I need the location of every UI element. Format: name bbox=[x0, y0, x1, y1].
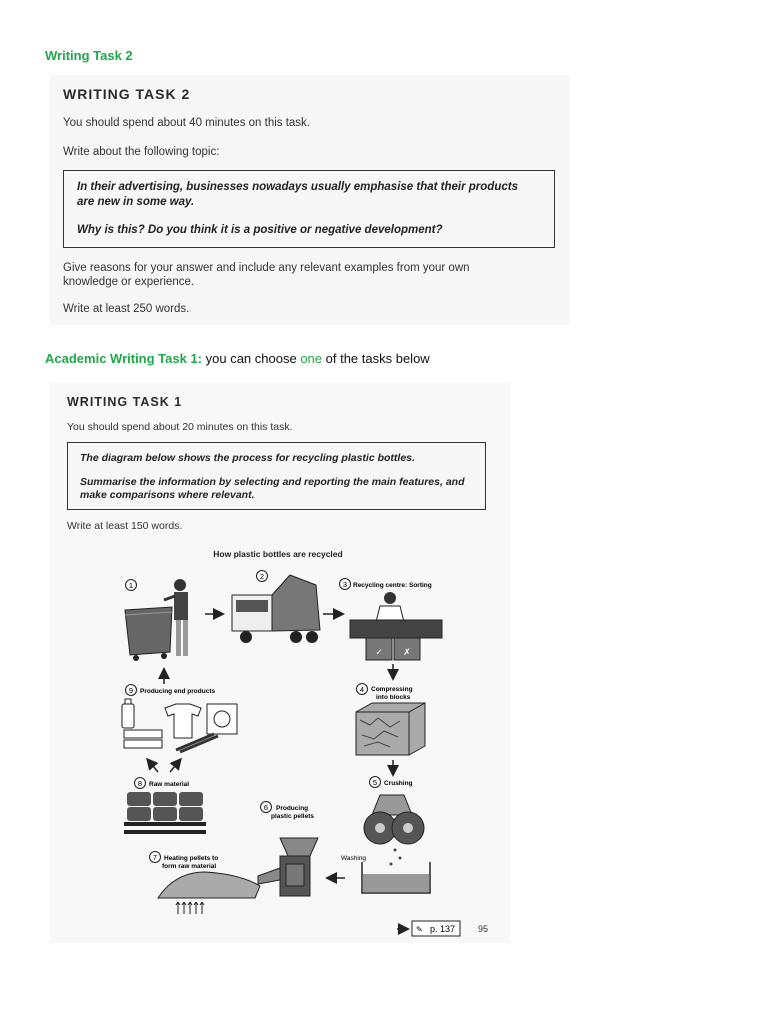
end-products-icon bbox=[122, 699, 237, 752]
conveyor-belt-icon bbox=[350, 620, 442, 660]
svg-text:6: 6 bbox=[263, 803, 269, 812]
recycling-bin-icon bbox=[125, 607, 172, 661]
step-5-number bbox=[370, 777, 381, 788]
pellet-heap-icon bbox=[158, 872, 260, 914]
step-7-number bbox=[150, 852, 161, 863]
page-number: 95 bbox=[478, 924, 489, 934]
step-6-label-line1: Producing bbox=[276, 805, 309, 812]
step-4-number bbox=[357, 684, 368, 695]
task2-heading: Writing Task 2 bbox=[45, 48, 133, 63]
svg-text:2: 2 bbox=[259, 572, 265, 581]
diagram-title: How plastic bottles are recycled bbox=[213, 549, 343, 559]
step-2-number bbox=[257, 571, 268, 582]
task2-prompt-line2: are new in some way. bbox=[77, 196, 195, 208]
arrow-8-9-right bbox=[170, 760, 180, 772]
task2-time: You should spend about 40 minutes on this task. bbox=[63, 117, 310, 129]
task2-reasons-line1: Give reasons for your answer and include any relevant examples from your own bbox=[63, 262, 470, 274]
task1-heading-text1: you can choose bbox=[202, 351, 301, 366]
step-3-label: Recycling centre: Sorting bbox=[353, 582, 432, 589]
page-reference bbox=[397, 921, 460, 936]
svg-text:✗: ✗ bbox=[403, 647, 411, 657]
arrow-8-9-left bbox=[148, 760, 158, 772]
task1-box-line2: Summarise the information by selecting and reporting the main features, and bbox=[80, 476, 465, 488]
task1-word-count: Write at least 150 words. bbox=[67, 520, 183, 532]
step-6-label-line2: plastic pellets bbox=[271, 813, 314, 820]
step-6-number bbox=[261, 802, 272, 813]
page-ref-text: p. 137 bbox=[430, 924, 456, 934]
step-8-label: Raw material bbox=[149, 781, 190, 788]
step-1-number bbox=[126, 580, 137, 591]
svg-text:9: 9 bbox=[128, 686, 134, 695]
washing-label: Washing bbox=[341, 855, 367, 862]
svg-text:7: 7 bbox=[152, 853, 158, 862]
step-3-number bbox=[340, 579, 351, 590]
task2-instruction: Write about the following topic: bbox=[63, 146, 220, 158]
svg-text:✓: ✓ bbox=[375, 647, 383, 657]
step-9-label: Producing end products bbox=[140, 688, 216, 695]
task2-reasons-line2: knowledge or experience. bbox=[63, 276, 195, 288]
svg-text:1: 1 bbox=[128, 581, 134, 590]
svg-text:4: 4 bbox=[359, 685, 365, 694]
svg-text:3: 3 bbox=[342, 580, 348, 589]
task1-title: WRITING TASK 1 bbox=[67, 395, 183, 409]
task1-heading-green: Academic Writing Task 1: bbox=[45, 351, 203, 366]
step-5-label: Crushing bbox=[384, 780, 413, 787]
task1-box-line3: make comparisons where relevant. bbox=[80, 489, 255, 501]
svg-text:8: 8 bbox=[137, 779, 143, 788]
washing-tank-icon bbox=[362, 849, 430, 894]
pencil-icon: ✎ bbox=[416, 925, 423, 934]
step-7-label-line1: Heating pellets to bbox=[164, 855, 219, 862]
sorting-worker-icon bbox=[376, 592, 404, 622]
svg-text:5: 5 bbox=[372, 778, 378, 787]
compressed-block-icon bbox=[356, 703, 425, 755]
task1-heading-text2: of the tasks below bbox=[322, 351, 430, 366]
task2-title: WRITING TASK 2 bbox=[63, 86, 191, 102]
pellet-machine-icon bbox=[258, 838, 318, 896]
task2-prompt-line1: In their advertising, businesses nowadays usually emphasise that their products bbox=[77, 181, 518, 193]
task1-time: You should spend about 20 minutes on this task. bbox=[67, 421, 293, 433]
task1-box-line1: The diagram below shows the process for recycling plastic bottles. bbox=[80, 452, 415, 464]
raw-material-sacks-icon bbox=[124, 792, 206, 834]
task1-heading-highlight: one bbox=[300, 351, 323, 366]
step-4-label-line2: into blocks bbox=[376, 694, 411, 701]
task2-prompt-question: Why is this? Do you think it is a positive or negative development? bbox=[77, 224, 443, 236]
step-4-label-line1: Compressing bbox=[371, 686, 413, 693]
truck-icon bbox=[232, 575, 320, 643]
step-8-number bbox=[135, 778, 146, 789]
crusher-icon bbox=[364, 795, 424, 844]
step-9-number bbox=[126, 685, 137, 696]
task2-word-count: Write at least 250 words. bbox=[63, 303, 190, 315]
step-7-label-line2: form raw material bbox=[162, 863, 217, 870]
